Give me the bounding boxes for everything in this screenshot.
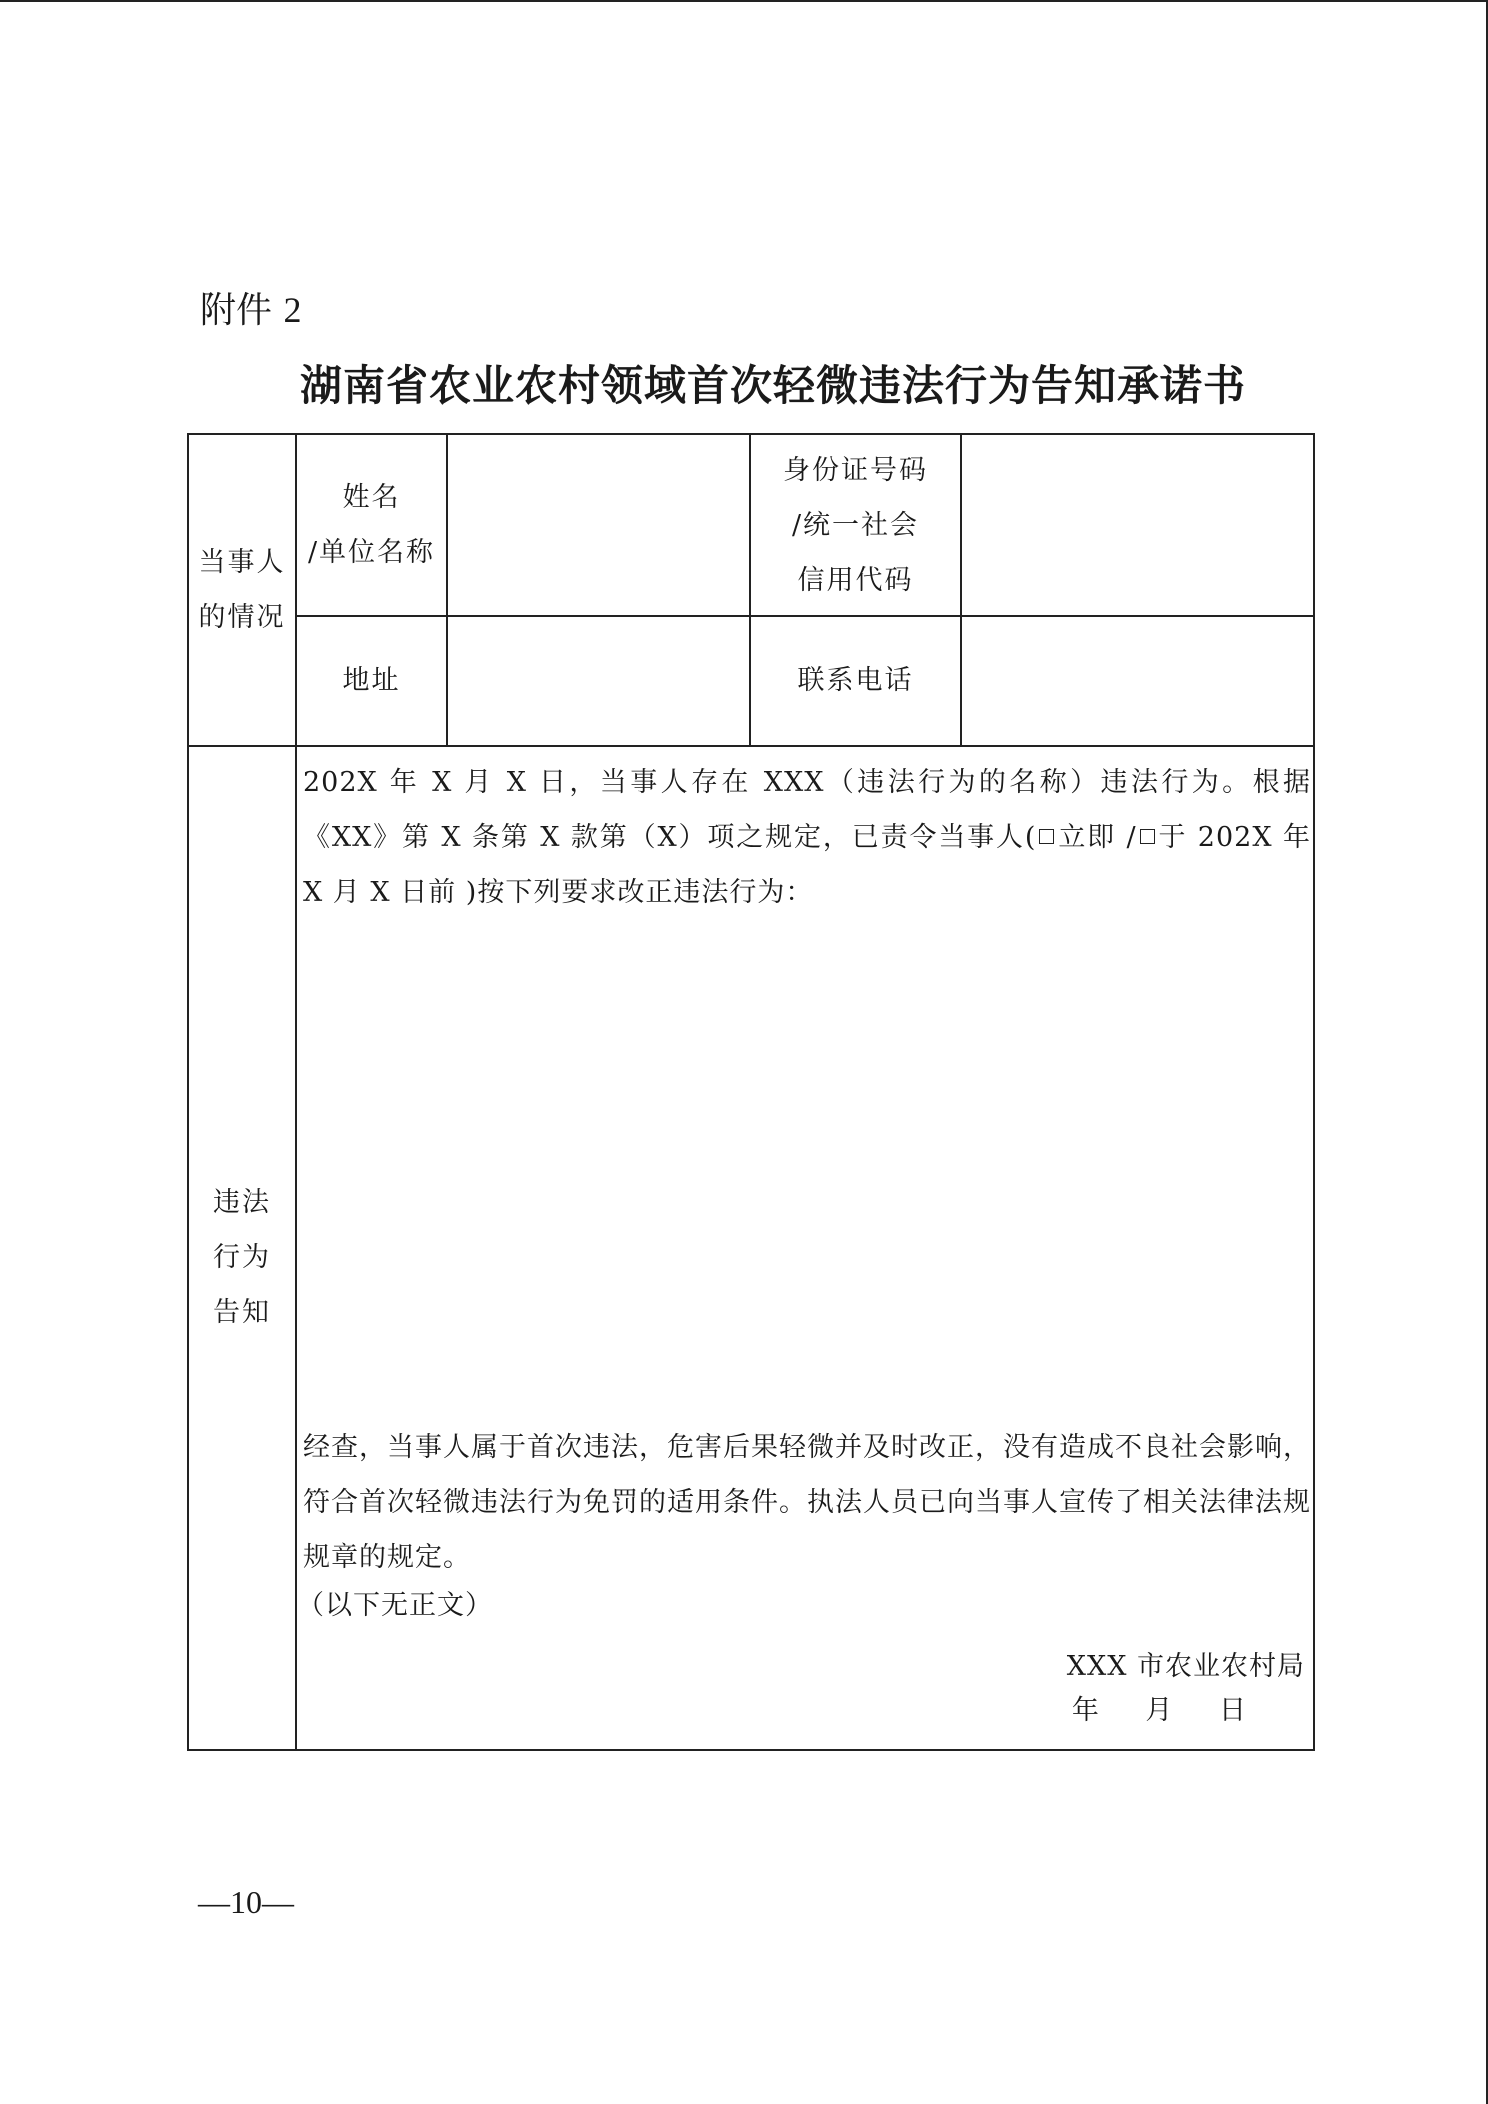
address-field-label: 地址 [342,665,401,696]
party-section-label-line2: 的情况 [198,602,286,633]
checkbox-immediately[interactable] [1039,829,1054,844]
option-immediately-label: 立即 [1057,822,1117,853]
page-top-border [0,0,1488,2]
violation-notice-part2: )按下列要求改正违法行为： [465,877,814,908]
document-title: 湖南省农业农村领域首次轻微违法行为告知承诺书 [300,361,1247,410]
column-divider-section-label [295,435,297,1749]
notice-section-label [189,1175,295,1340]
option-before-date-label: 于 202X 年 X 月 X 日前 [303,822,1311,908]
page-number: —10— [198,1884,294,1920]
violation-notice-part1: 202X 年 X 月 X 日，当事人存在 XXX（违法行为的名称）违法行为。根据《XX》第 X 条第 X 款第（X）项之规定，已责令当事人( [303,767,1311,853]
party-section-label [189,535,295,645]
notice-section-label-line3: 告知 [213,1297,271,1328]
column-divider-field-label-2 [960,435,962,745]
issuer-signature [1054,1647,1305,1731]
attachment-number: 2 [283,290,302,330]
name-field-label-line2: /单位名称 [307,537,436,568]
date-year-label: 年 [1071,1695,1100,1726]
investigation-text: 经查，当事人属于首次违法，危害后果轻微并及时改正，没有造成不良社会影响，符合首次轻微违法行为免罚的适用条件。执法人员已向当事人宣传了相关法律法规规章的规定。 [303,1432,1311,1573]
notice-section-label-line1: 违法 [213,1187,271,1218]
id-field-label [751,443,960,608]
notice-form-table [187,433,1315,1751]
violation-notice-paragraph [303,755,1311,920]
id-field-label-line3: 信用代码 [797,565,914,596]
issue-date [1054,1691,1265,1731]
option-separator: / [1126,822,1137,853]
attachment-label-text: 附件 [200,290,273,331]
id-field-label-line2: /统一社会 [791,510,920,541]
date-month-label: 月 [1145,1695,1174,1726]
id-field-label-line1: 身份证号码 [783,455,928,486]
name-field-label [297,470,446,580]
phone-field-label: 联系电话 [797,665,914,696]
date-day-label: 日 [1219,1695,1247,1726]
row-divider-party-notice [189,745,1313,747]
row-divider-name-address [297,615,1313,617]
issuer-name: XXX 市农业农村局 [1066,1651,1305,1682]
party-section-label-line1: 当事人 [198,547,286,578]
no-further-text: （以下无正文） [297,1590,493,1621]
column-divider-field-label [446,435,448,745]
investigation-paragraph [297,1420,1311,1627]
violation-notice-text [303,755,1311,920]
notice-section-label-line2: 行为 [213,1242,271,1273]
attachment-label [200,286,301,335]
checkbox-before-date[interactable] [1140,829,1155,844]
name-field-label-line1: 姓名 [342,482,401,513]
